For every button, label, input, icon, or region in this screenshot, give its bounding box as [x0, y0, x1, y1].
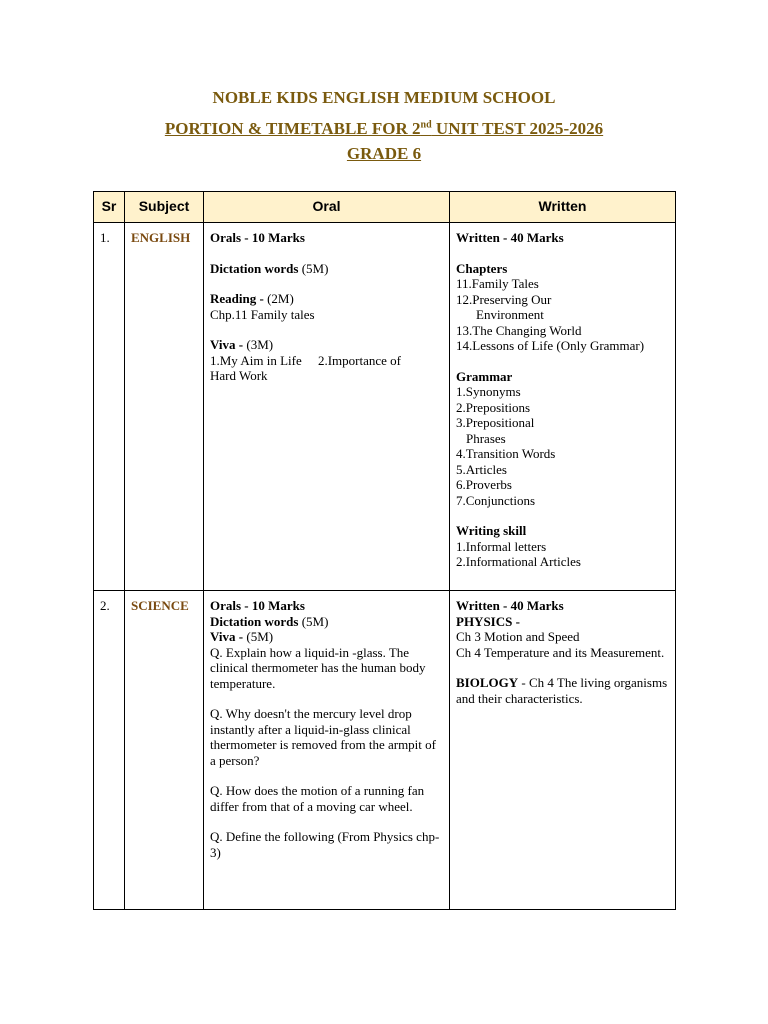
subject-label: SCIENCE [131, 598, 189, 613]
written-title: Written - 40 Marks [456, 598, 564, 613]
viva-label: Viva - [210, 337, 244, 352]
school-name: NOBLE KIDS ENGLISH MEDIUM SCHOOL [212, 88, 556, 107]
writing-skill-label: Writing skill [456, 523, 527, 538]
physics-label: PHYSICS - [456, 613, 520, 629]
oral-title: Orals - 10 Marks [210, 598, 305, 613]
portion-title-pre: PORTION & TIMETABLE FOR 2 [164, 119, 421, 138]
biology-text: - Ch 4 The living organisms and their characteristics. [456, 675, 668, 706]
dictation-label: Dictation words [210, 260, 299, 276]
writing-item: 2.Informational Articles [456, 554, 581, 569]
grammar-item: 5.Articles [456, 461, 507, 477]
table-row-english [94, 223, 676, 591]
written-cell [450, 223, 676, 591]
subject-cell [125, 591, 204, 910]
oral-title: Orals - 10 Marks [210, 230, 305, 245]
viva-question: Q. Define the following (From Physics chp-3) [210, 829, 440, 860]
grammar-item: 4.Transition Words [456, 446, 556, 461]
header-written: Written [450, 192, 676, 223]
chapter-item: 13.The Changing World [456, 322, 582, 338]
reading-detail: Chp.11 Family tales [210, 306, 315, 322]
viva-question: Q. Explain how a liquid-in -glass. The clinical thermometer has the human body temperature. [210, 644, 426, 691]
portion-title [0, 119, 768, 139]
viva-label: Viva - [210, 629, 244, 644]
dictation-marks: (5M) [298, 260, 329, 276]
grammar-item: 1.Synonyms [456, 384, 521, 399]
portion-title-sup: nd [420, 119, 432, 131]
timetable [93, 191, 676, 910]
viva-question: Q. Why doesn't the mercury level drop instantly after a liquid-in-glass clinical thermometer is removed from the armpit of a person? [210, 706, 436, 768]
sr-cell: 2. [94, 591, 125, 910]
written-cell [450, 591, 676, 910]
grammar-item: 6.Proverbs [456, 477, 512, 492]
biology-label: BIOLOGY [456, 675, 519, 690]
header-sr: Sr [94, 192, 125, 223]
writing-item: 1.Informal letters [456, 538, 547, 554]
reading-marks: (2M) [263, 291, 294, 306]
chapters-label: Chapters [456, 260, 508, 276]
dictation-line [210, 261, 443, 277]
chapter-item: 11.Family Tales [456, 276, 539, 291]
dictation-line [210, 614, 443, 630]
viva-question: Q. How does the motion of a running fan differ from that of a moving car wheel. [210, 783, 425, 814]
subject-cell [125, 223, 204, 591]
dictation-marks: (5M) [298, 613, 329, 629]
grammar-item-cont: Phrases [466, 430, 506, 446]
grade-title: GRADE 6 [346, 144, 422, 163]
chapter-item-cont: Environment [476, 307, 544, 322]
oral-cell [204, 223, 450, 591]
oral-cell [204, 591, 450, 910]
header-subject: Subject [125, 192, 204, 223]
sr-cell: 1. [94, 223, 125, 591]
dictation-label: Dictation words [210, 613, 299, 629]
viva-line [210, 337, 443, 353]
viva-marks: (5M) [243, 629, 274, 644]
physics-chapter: Ch 3 Motion and Speed [456, 629, 580, 644]
biology-line [456, 675, 669, 706]
viva-topic-line-1: 1.My Aim in Life 2.Importance of [210, 352, 401, 368]
portion-title-post: UNIT TEST 2025-2026 [431, 119, 604, 138]
chapter-item: 12.Preserving Our [456, 291, 552, 307]
physics-chapter: Ch 4 Temperature and its Measurement. [456, 644, 665, 660]
reading-label: Reading - [210, 291, 264, 306]
header-oral: Oral [204, 192, 450, 223]
grammar-item: 2.Prepositions [456, 399, 531, 415]
chapter-item: 14.Lessons of Life (Only Grammar) [456, 338, 645, 353]
table-row-science [94, 591, 676, 910]
subject-label: ENGLISH [131, 230, 191, 245]
table-header-row [94, 192, 676, 223]
viva-topic-line-2: Hard Work [210, 368, 268, 383]
reading-line [210, 291, 443, 307]
written-title: Written - 40 Marks [456, 230, 564, 245]
viva-line [210, 629, 443, 645]
grammar-item: 3.Prepositional [456, 415, 535, 430]
grammar-item: 7.Conjunctions [456, 492, 536, 508]
viva-marks: (3M) [243, 337, 274, 352]
grammar-label: Grammar [456, 368, 513, 384]
